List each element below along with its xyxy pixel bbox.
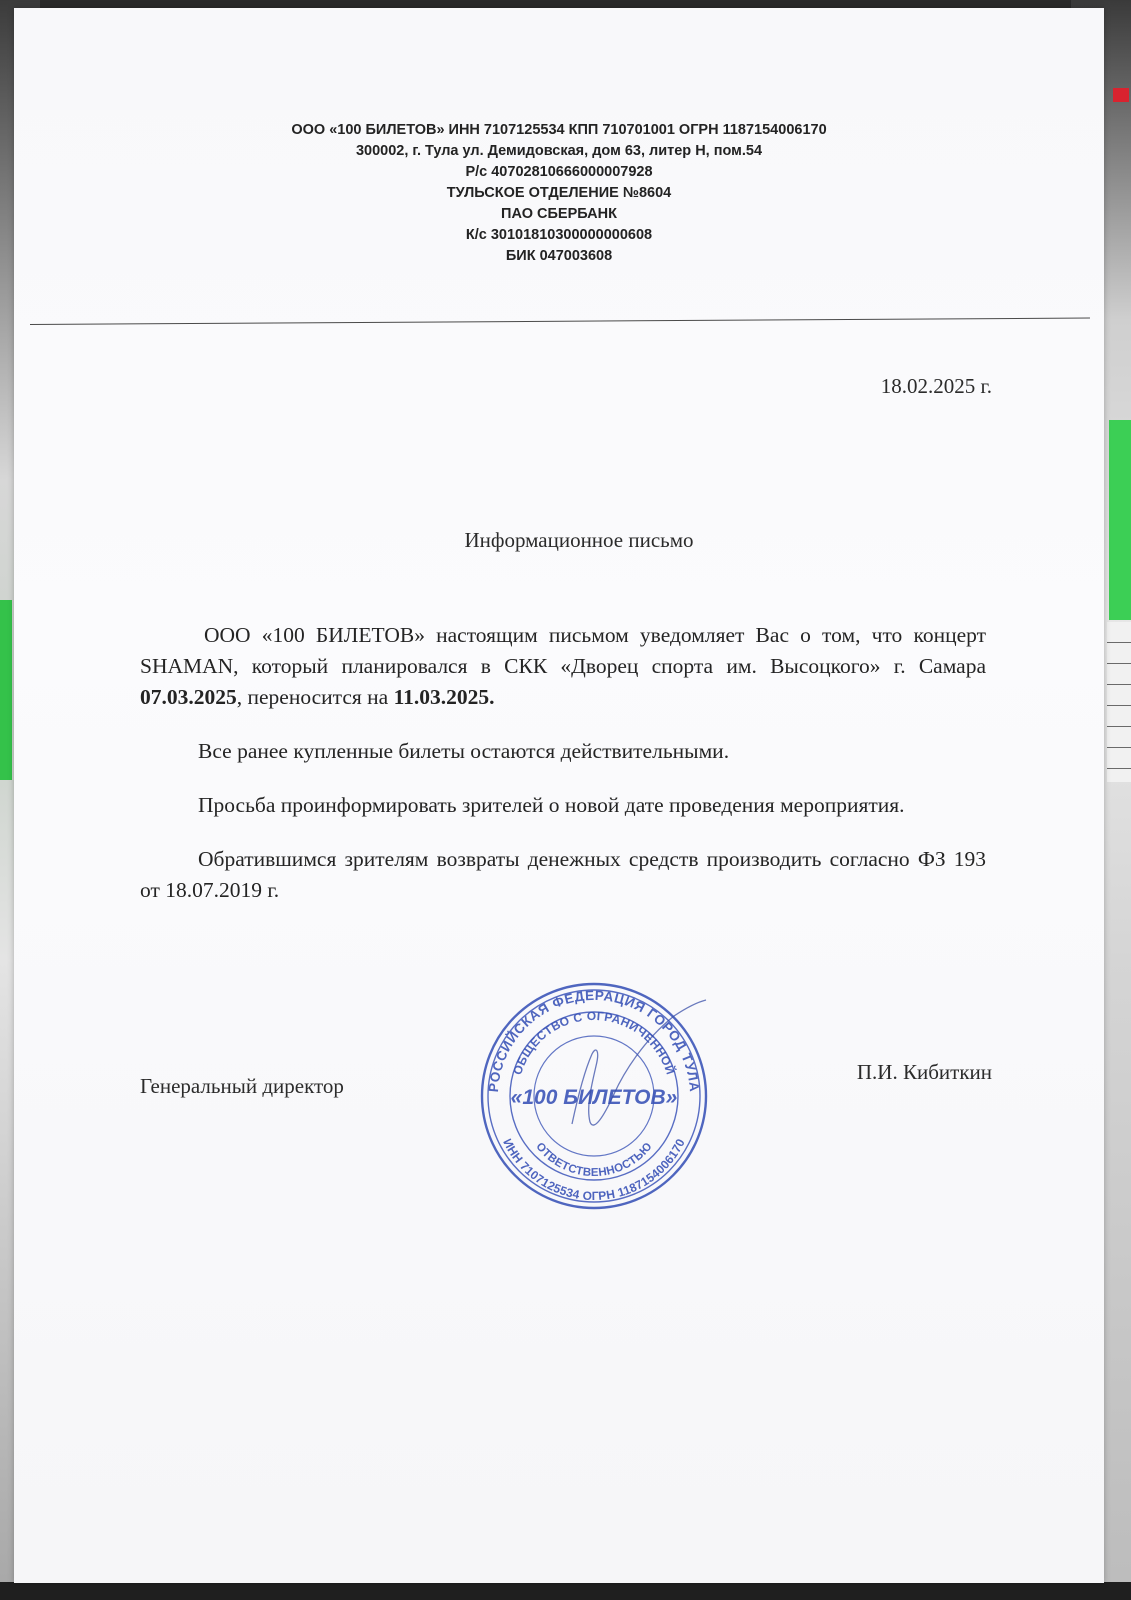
signer-name: П.И. Кибиткин — [856, 1060, 992, 1084]
letterhead-bik-line: БИК 047003608 — [505, 248, 613, 264]
stamp-inner-ring-text: ОБЩЕСТВО С ОГРАНИЧЕННОЙ — [510, 1008, 678, 1077]
letterhead-corr-account-line: К/с 30101810300000000608 — [465, 227, 653, 243]
letterhead-bank-line: ПАО СБЕРБАНК — [501, 206, 617, 222]
letter-title: Информационное письмо — [464, 528, 694, 552]
background-green-strip-right — [1109, 420, 1131, 620]
stamp-inner-bottom-text: ОТВЕТСТВЕННОСТЬЮ — [533, 1140, 655, 1180]
letter-page — [14, 8, 1104, 1583]
background-red-tab — [1113, 88, 1129, 102]
letter-date: 18.02.2025 г. — [880, 374, 992, 398]
letterhead-address-line: 300002, г. Тула ул. Демидовская, дом 63, литер Н, пом.54 — [355, 143, 763, 159]
body-p1-text-b: , переносится на — [236, 685, 394, 709]
letterhead-account-line: Р/с 40702810666000007928 — [465, 164, 653, 180]
stamp-outer-bottom-text: ИНН 7107125534 ОГРН 1187154006170 — [500, 1136, 688, 1204]
body-paragraph-2: Все ранее купленные билеты остаются действительными. — [198, 739, 730, 763]
letterhead-company-line: ООО «100 БИЛЕТОВ» ИНН 7107125534 КПП 710701001 ОГРН 1187154006170 — [291, 122, 827, 138]
background-table-edge — [1107, 622, 1131, 782]
background-bottom-edge — [0, 1582, 1131, 1600]
header-divider — [30, 318, 1090, 325]
letter-body — [140, 620, 986, 929]
stamp-outer-ring-text: РОССИЙСКАЯ ФЕДЕРАЦИЯ ГОРОД ТУЛА — [485, 987, 703, 1093]
body-paragraph-1 — [140, 620, 986, 713]
new-date: 11.03.2025. — [393, 685, 495, 709]
body-paragraph-3: Просьба проинформировать зрителей о новой дате проведения мероприятия. — [198, 793, 905, 817]
letterhead-branch-line: ТУЛЬСКОЕ ОТДЕЛЕНИЕ №8604 — [446, 185, 672, 201]
signer-position: Генеральный директор — [140, 1074, 344, 1098]
company-stamp — [474, 976, 714, 1216]
stamp-center-text: «100 БИЛЕТОВ» — [510, 1086, 678, 1109]
old-date: 07.03.2025 — [140, 685, 237, 709]
background-green-strip-left — [0, 600, 12, 780]
body-paragraph-4: Обратившимся зрителям возвраты денежных средств производить согласно ФЗ 193 от 18.07.2019 г. — [140, 847, 986, 902]
body-p1-text-a: ООО «100 БИЛЕТОВ» настоящим письмом уведомляет Вас о том, что концерт SHAMAN, который планировался в СКК «Дворец спорта им. Высоцкого» г. Самара — [140, 623, 986, 678]
letterhead — [14, 120, 1104, 267]
